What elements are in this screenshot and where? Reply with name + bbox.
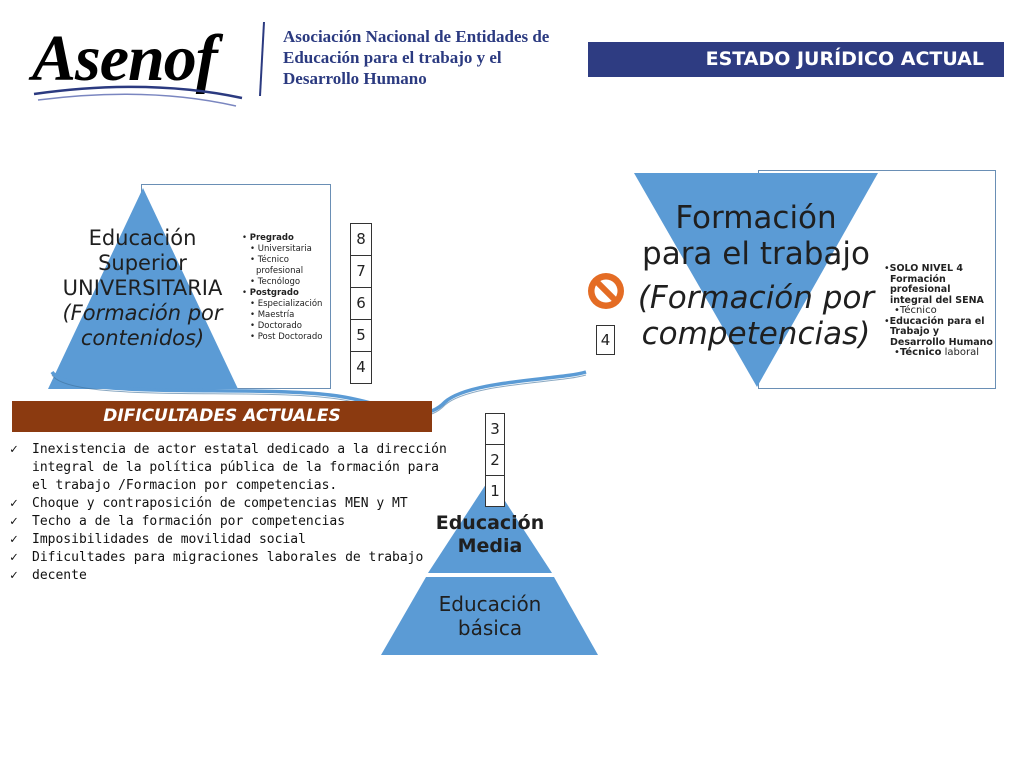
universidad-list: [242, 233, 330, 343]
list-item: •Técnico laboral: [894, 347, 980, 358]
logo-text: Asenof: [32, 22, 217, 95]
org-name-line: Desarrollo Humano: [283, 69, 427, 88]
level-box: 4: [596, 325, 615, 355]
org-name-line: Educación para el trabajo y el: [283, 48, 502, 67]
list-item: • Técnico profesional: [250, 255, 304, 276]
org-name-line: Asociación Nacional de Entidades de: [283, 27, 550, 46]
formacion-list: [884, 264, 994, 359]
list-item: • Especialización: [250, 299, 323, 309]
subtitle-line: contenidos): [80, 326, 205, 350]
list-item: • Post Doctorado: [250, 332, 323, 342]
dificultades-title: DIFICULTADES ACTUALES: [12, 401, 432, 432]
check-icon: ✓: [10, 550, 18, 565]
subtitle-line: (Formación por: [637, 280, 875, 316]
list-item: ✓ Inexistencia de actor estatal dedicado a la dirección integral de la política pública de la formación para el trabajo /Formacion por competencias.: [10, 442, 447, 493]
title-line: UNIVERSITARIA: [62, 276, 223, 300]
list-item: • Universitaria: [250, 244, 312, 254]
check-icon: ✓: [10, 568, 18, 583]
level-box: 4: [350, 351, 372, 384]
level-box: 8: [350, 223, 372, 256]
label-line: Educación: [435, 512, 545, 534]
list-item: • Tecnólogo: [250, 277, 301, 287]
list-item: ✓ Imposibilidades de movilidad social: [10, 532, 306, 547]
level-box: 3: [485, 413, 505, 445]
label-line: Educación: [438, 592, 542, 616]
subtitle-line: competencias): [641, 316, 871, 352]
prohibited-icon: [588, 273, 624, 309]
list-item: • Postgrado: [242, 288, 299, 298]
list-item: • Pregrado: [242, 233, 294, 243]
check-icon: ✓: [10, 532, 18, 547]
level-box: 2: [485, 444, 505, 476]
formacion-title: [632, 200, 880, 352]
list-item: •Educación para el Trabajo y Desarrollo Humano: [884, 315, 993, 348]
dificultades-list: [8, 441, 448, 585]
check-icon: ✓: [10, 442, 18, 457]
check-icon: ✓: [10, 496, 18, 511]
list-item: • Maestría: [250, 310, 295, 320]
level-box: 6: [350, 287, 372, 320]
label-line: básica: [457, 616, 523, 640]
list-item: ✓ Dificultades para migraciones laborales de trabajo: [10, 550, 424, 565]
universidad-title: [40, 226, 245, 351]
list-item: •Técnico: [894, 305, 937, 316]
educacion-basica-label: [410, 592, 570, 640]
label-line: Media: [457, 535, 523, 557]
level-box: 1: [485, 475, 505, 507]
list-item: • Doctorado: [250, 321, 302, 331]
title-line: Superior: [98, 251, 187, 275]
subtitle-line: (Formación por: [62, 301, 223, 325]
section-banner: ESTADO JURÍDICO ACTUAL: [588, 42, 1004, 77]
title-line: para el trabajo: [642, 236, 870, 272]
check-icon: ✓: [10, 514, 18, 529]
list-item: ✓ Choque y contraposición de competencias MEN y MT: [10, 496, 408, 511]
list-item: ✓ decente: [10, 568, 87, 583]
level-box: 7: [350, 255, 372, 288]
educacion-media-label: [420, 512, 560, 558]
title-line: Formación: [675, 200, 837, 236]
list-item: •SOLO NIVEL 4 Formación profesional integral del SENA: [884, 263, 984, 306]
title-line: Educación: [88, 226, 197, 250]
level-box: 5: [350, 319, 372, 352]
list-item: ✓ Techo a de la formación por competencias: [10, 514, 346, 529]
